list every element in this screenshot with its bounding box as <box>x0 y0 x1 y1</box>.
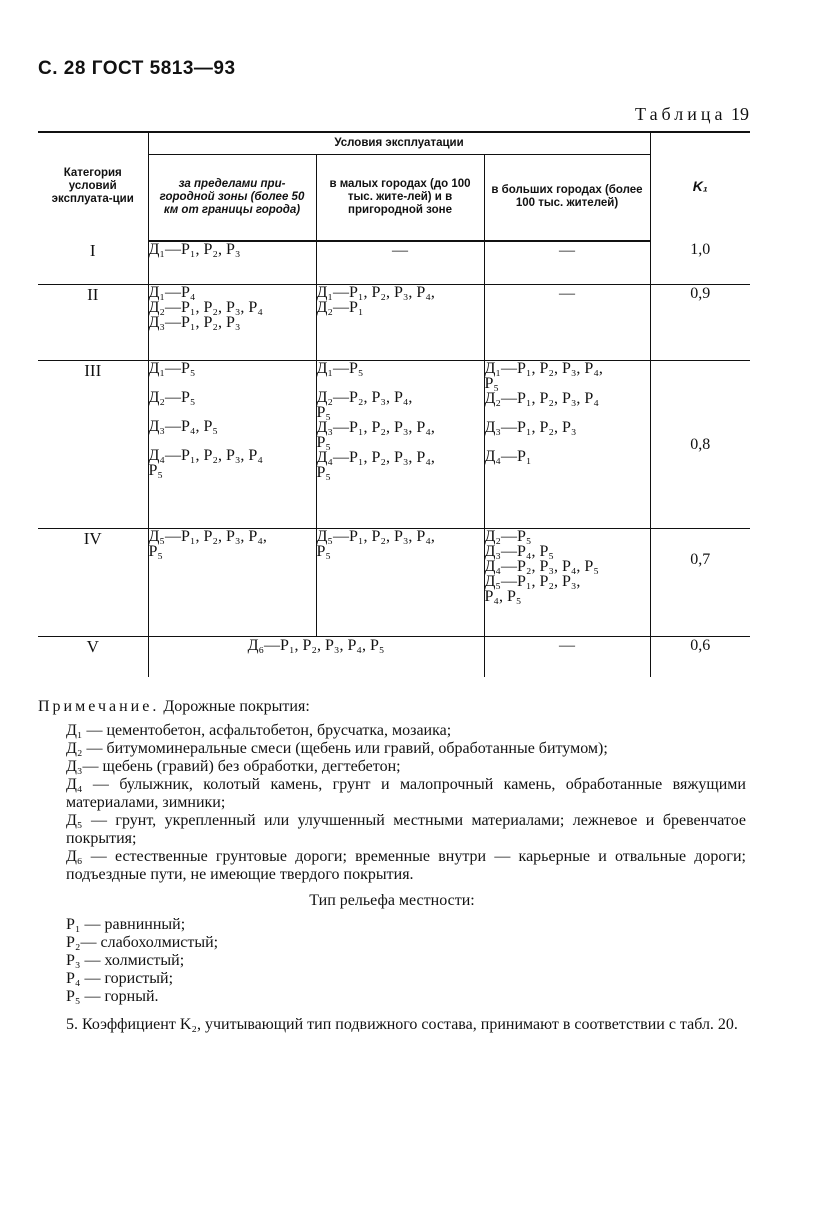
coefficient-cell: 0,6 <box>650 637 750 677</box>
note-title: Примечание. Дорожные покрытия: <box>38 698 310 715</box>
table-title-number: 19 <box>731 104 749 124</box>
pavement-d1: Д₁ — цементобетон, асфальтобетон, брусчатка, мозаика; <box>66 722 452 739</box>
header-big-cities: в больших городах (более 100 тыс. жителей) <box>484 155 650 241</box>
coefficient-cell: 1,0 <box>650 241 750 285</box>
relief-list <box>38 916 746 1006</box>
category-cell: III <box>38 361 148 529</box>
item-5-paragraph: 5. Коэффициент K₂, учитывающий тип подвижного состава, принимают в соответствии с табл. 20. <box>66 1016 738 1033</box>
small-towns-cell: Д₁—Р₁, Р₂, Р₃, Р₄, Д₂—Р₁ <box>316 285 484 361</box>
outside-cell: Д₁—Р₄ Д₂—Р₁, Р₂, Р₃, Р₄ Д₃—Р₁, Р₂, Р₃ <box>148 285 316 361</box>
coefficient-cell: 0,9 <box>650 285 750 361</box>
header-small-towns: в малых городах (до 100 тыс. жите-лей) и в пригородной зоне <box>316 155 484 241</box>
small-towns-cell: Д₁—Р₅ Д₂—Р₂, Р₃, Р₄, Р₅ Д₃—Р₁, Р₂, Р₃, Р₄, Р₅ Д₄—Р₁, Р₂, Р₃, Р₄, Р₅ <box>316 361 484 529</box>
outside-cell: Д₅—Р₁, Р₂, Р₃, Р₄, Р₅ <box>148 529 316 637</box>
big-cities-cell: — <box>484 285 650 361</box>
table-row <box>38 285 750 361</box>
category-cell: I <box>38 241 148 285</box>
operating-conditions-table <box>38 131 750 677</box>
notes-section <box>38 698 746 1034</box>
coefficient-cell: 0,7 <box>650 529 750 637</box>
small-towns-cell: Д₅—Р₁, Р₂, Р₃, Р₄, Р₅ <box>316 529 484 637</box>
relief-p3: Р₃ — холмистый; <box>66 952 185 969</box>
coefficient-cell: 0,8 <box>650 361 750 529</box>
pavement-d3: Д₃— щебень (гравий) без обработки, дегтебетон; <box>66 758 401 775</box>
outside-cell: Д₁—Р₁, Р₂, Р₃ <box>148 241 316 285</box>
small-towns-cell: — <box>316 241 484 285</box>
big-cities-cell: — <box>484 241 650 285</box>
category-cell: IV <box>38 529 148 637</box>
relief-title: Тип рельефа местности: <box>309 892 475 909</box>
table-title <box>635 104 749 125</box>
table-row <box>38 241 750 285</box>
relief-p5: Р₅ — горный. <box>66 988 159 1005</box>
header-category: Категория условий эксплуата-ции <box>38 132 148 241</box>
pavement-d4: Д₄ — булыжник, колотый камень, грунт и малопрочный камень, обработанные вяжущими материалами, зимники; <box>66 776 746 811</box>
category-cell: V <box>86 637 99 656</box>
table-title-word: Таблица <box>635 104 727 124</box>
big-cities-cell: Д₁—Р₁, Р₂, Р₃, Р₄, Р₅ Д₂—Р₁, Р₂, Р₃, Р₄ Д₃—Р₁, Р₂, Р₃ Д₄—Р₁ <box>484 361 650 529</box>
table-row <box>38 637 750 677</box>
page-header: С. 28 ГОСТ 5813—93 <box>38 58 236 79</box>
header-coefficient: K₁ <box>650 132 750 241</box>
header-outside-suburban: за пределами при-городной зоны (более 50 км от границы города) <box>148 155 316 241</box>
outside-cell: Д₁—Р₅ Д₂—Р₅ Д₃—Р₄, Р₅ Д₄—Р₁, Р₂, Р₃, Р₄ Р₅ <box>148 361 316 529</box>
category-cell: II <box>38 285 148 361</box>
table-row <box>38 361 750 529</box>
pavement-d2: Д₂ — битумоминеральные смеси (щебень или гравий, обработанные битумом); <box>66 740 608 757</box>
relief-p4: Р₄ — гористый; <box>66 970 174 987</box>
pavement-d5: Д₅ — грунт, укрепленный или улучшенный местными материалами; лежневое и бревенчатое покрытия; <box>66 812 746 847</box>
big-cities-cell: — <box>484 637 650 677</box>
big-cities-cell: Д₂—Р₅ Д₃—Р₄, Р₅ Д₄—Р₂, Р₃, Р₄, Р₅ Д₅—Р₁, Р₂, Р₃, Р₄, Р₅ <box>484 529 650 637</box>
table-row <box>38 529 750 637</box>
relief-p2: Р₂— слабохолмистый; <box>66 934 219 951</box>
header-conditions: Условия эксплуатации <box>148 132 650 155</box>
relief-p1: Р₁ — равнинный; <box>66 916 186 933</box>
outside-and-small-towns-cell: Д₆—Р₁, Р₂, Р₃, Р₄, Р₅ <box>148 637 484 677</box>
pavement-d6: Д₆ — естественные грунтовые дороги; временные внутри — карьерные и отвальные дороги; подъездные пути, не имеющие твердого покрытия. <box>66 848 746 883</box>
